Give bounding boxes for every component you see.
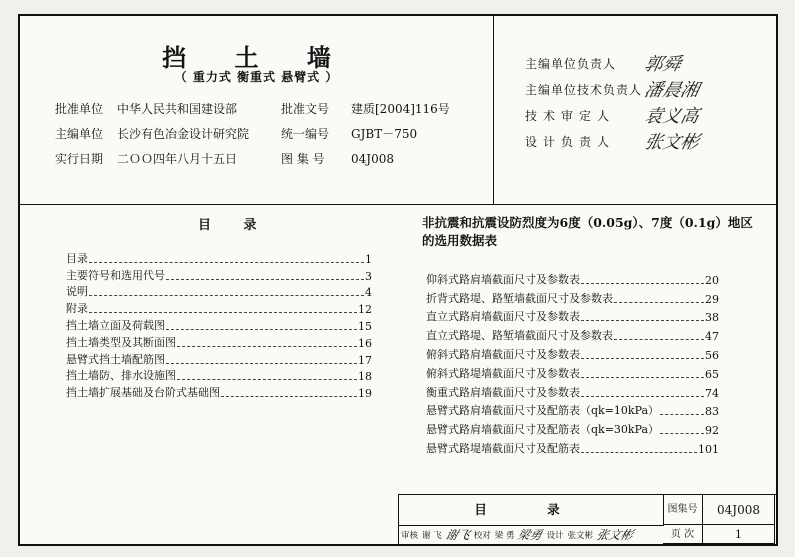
toc-item-page: 17 — [358, 353, 372, 367]
toc-item-page: 1 — [365, 252, 372, 266]
toc-item-name: 挡土墙防、排水设施图 — [66, 369, 176, 383]
info-value: 04J008 — [351, 151, 394, 166]
toc-item-page: 20 — [705, 273, 719, 287]
toc-item-name: 衡重式路肩墙截面尺寸及参数表 — [426, 385, 580, 399]
toc-item — [426, 324, 719, 343]
responsible-row — [525, 102, 699, 128]
toc-title: 目 录 — [198, 218, 271, 233]
title-block — [398, 494, 777, 545]
info-row-approval — [55, 96, 471, 121]
toc-item — [66, 249, 372, 266]
info-label: 图 集 号 — [281, 152, 325, 166]
info-value: 中华人民共和国建设部 — [117, 102, 238, 116]
toc-item-page: 15 — [358, 319, 372, 333]
drawing-sheet — [18, 14, 778, 546]
toc-item-page: 47 — [705, 330, 719, 344]
checker-name: 梁 勇 — [494, 530, 515, 541]
toc-item-page: 101 — [698, 442, 719, 456]
toc-leader — [89, 295, 364, 296]
info-value: 长沙有色冶金设计研究院 — [117, 127, 250, 141]
info-row-date — [55, 146, 471, 171]
toc-item-page: 92 — [705, 424, 719, 438]
toc-item — [426, 306, 719, 325]
toc-item-page: 65 — [705, 367, 719, 381]
toc-item-name: 附录 — [66, 302, 88, 316]
toc-leader — [581, 396, 704, 397]
toc-leader — [221, 396, 357, 397]
designer-signature-icon: 张文彬 — [594, 528, 635, 542]
toc-item — [426, 381, 719, 400]
toc-leader — [581, 358, 704, 359]
toc-item — [66, 316, 372, 333]
toc-item — [426, 268, 719, 287]
toc-item-page: 74 — [705, 386, 719, 400]
toc-leader — [660, 414, 704, 415]
atlas-number-label: 图集号 — [663, 495, 703, 525]
toc-leader — [614, 339, 704, 340]
title-block-main: 目 录 — [399, 495, 664, 526]
reviewer-signature-icon: 谢飞 — [443, 528, 472, 542]
signature-row — [399, 525, 663, 544]
toc-leader — [177, 379, 357, 380]
toc-item — [66, 333, 372, 350]
toc-item-name: 悬臂式路堤墙截面尺寸及配筋表 — [426, 441, 580, 455]
header-vertical-divider — [493, 16, 494, 204]
toc-item-page: 19 — [358, 387, 372, 401]
right-section-heading: 非抗震和抗震设防烈度为6度（0.05g）、7度（0.1g）地区的选用数据表 — [422, 215, 753, 248]
page-label: 页 次 — [663, 525, 703, 544]
toc-item — [426, 437, 719, 456]
info-value: 二ＯＯ四年八月十五日 — [117, 152, 238, 166]
toc-item — [66, 283, 372, 300]
toc-item — [426, 287, 719, 306]
designer-label: 设计 — [546, 530, 564, 541]
toc-item-page: 18 — [358, 370, 372, 384]
atlas-title: 挡 土 墙 — [162, 43, 351, 72]
reviewer-label: 审核 — [401, 530, 419, 541]
info-label: 统一编号 — [281, 127, 330, 141]
toc-item-page: 4 — [365, 286, 372, 300]
responsible-row — [525, 128, 699, 154]
toc-item-name: 直立式路堤、路堑墙截面尺寸及参数表 — [426, 329, 613, 343]
toc-item-page: 12 — [358, 303, 372, 317]
page-value: 1 — [703, 525, 775, 544]
responsible-persons — [525, 50, 699, 154]
atlas-number-value: 04J008 — [703, 495, 775, 525]
toc-item — [66, 383, 372, 400]
approval-info — [55, 96, 471, 171]
toc-leader — [614, 302, 704, 303]
toc-item — [426, 400, 719, 419]
toc-item-name: 挡土墙类型及其断面图 — [66, 335, 176, 349]
reviewer-name: 谢 飞 — [422, 530, 442, 541]
toc-leader — [581, 320, 704, 321]
checker-label: 校对 — [473, 530, 491, 541]
toc-item — [66, 350, 372, 367]
toc-item-name: 挡土墙立面及荷载图 — [66, 318, 165, 332]
toc-item — [66, 266, 372, 283]
info-label: 批准文号 — [281, 102, 330, 116]
designer-name: 张文彬 — [567, 530, 593, 541]
toc-item-name: 折背式路堤、路堑墙截面尺寸及参数表 — [426, 291, 613, 305]
header-horizontal-divider — [20, 204, 776, 205]
atlas-subtitle: （ 重力式 衡重式 悬臂式 ） — [174, 70, 339, 84]
signature: 袁义高 — [642, 106, 701, 127]
toc-item-name: 挡土墙扩展基础及台阶式基础图 — [66, 386, 220, 400]
toc-item-page: 29 — [705, 292, 719, 306]
toc-item-name: 悬臂式挡土墙配筋图 — [66, 352, 165, 366]
toc-leader — [581, 283, 704, 284]
toc-item-name: 目录 — [66, 251, 88, 265]
toc-item-name: 说明 — [66, 285, 88, 299]
toc-item — [426, 418, 719, 437]
toc-leader — [581, 452, 697, 453]
toc-item-name: 主要符号和选用代号 — [66, 268, 165, 282]
responsible-row — [525, 50, 699, 76]
toc-item-name: 直立式路肩墙截面尺寸及参数表 — [426, 310, 580, 324]
toc-leader — [89, 262, 364, 263]
info-value: 建质[2004]116号 — [351, 102, 450, 116]
toc-item-page: 83 — [705, 405, 719, 419]
toc-item — [426, 362, 719, 381]
info-row-editor — [55, 121, 471, 146]
toc-item-name: 悬臂式路肩墙截面尺寸及配筋表（qk=10kPa） — [426, 404, 660, 418]
toc-leader — [581, 377, 704, 378]
checker-signature-icon: 梁勇 — [516, 528, 545, 542]
toc-item — [66, 299, 372, 316]
signature: 张文彬 — [642, 132, 701, 153]
info-value: GJBT－750 — [351, 127, 418, 141]
responsible-label: 技术审定人 — [525, 108, 616, 123]
signature: 郭舜 — [642, 54, 683, 75]
toc-item — [66, 367, 372, 384]
toc-leader — [166, 279, 364, 280]
responsible-label: 设计负责人 — [525, 134, 616, 149]
toc-leader — [177, 346, 357, 347]
toc-item — [426, 343, 719, 362]
toc-item-name: 俯斜式路肩墙截面尺寸及参数表 — [426, 347, 580, 361]
signature: 潘晨湘 — [642, 80, 701, 101]
toc-leader — [166, 329, 357, 330]
info-label: 实行日期 — [55, 152, 104, 166]
info-label: 主编单位 — [55, 127, 104, 141]
toc-leader — [660, 433, 704, 434]
info-label: 批准单位 — [55, 102, 104, 116]
toc-leader — [89, 312, 357, 313]
toc-item-page: 38 — [705, 311, 719, 325]
toc-right-list — [426, 268, 719, 456]
toc-item-name: 悬臂式路肩墙截面尺寸及配筋表（qk=30kPa） — [426, 423, 660, 437]
toc-left-list — [66, 249, 372, 400]
responsible-row — [525, 76, 699, 102]
responsible-label: 主编单位技术负责人 — [525, 82, 643, 97]
toc-leader — [166, 363, 357, 364]
toc-item-name: 俯斜式路堤墙截面尺寸及参数表 — [426, 366, 580, 380]
toc-item-page: 3 — [365, 269, 372, 283]
toc-item-page: 56 — [705, 348, 719, 362]
responsible-label: 主编单位负责人 — [525, 56, 617, 71]
toc-item-name: 仰斜式路肩墙截面尺寸及参数表 — [426, 272, 580, 286]
toc-item-page: 16 — [358, 336, 372, 350]
